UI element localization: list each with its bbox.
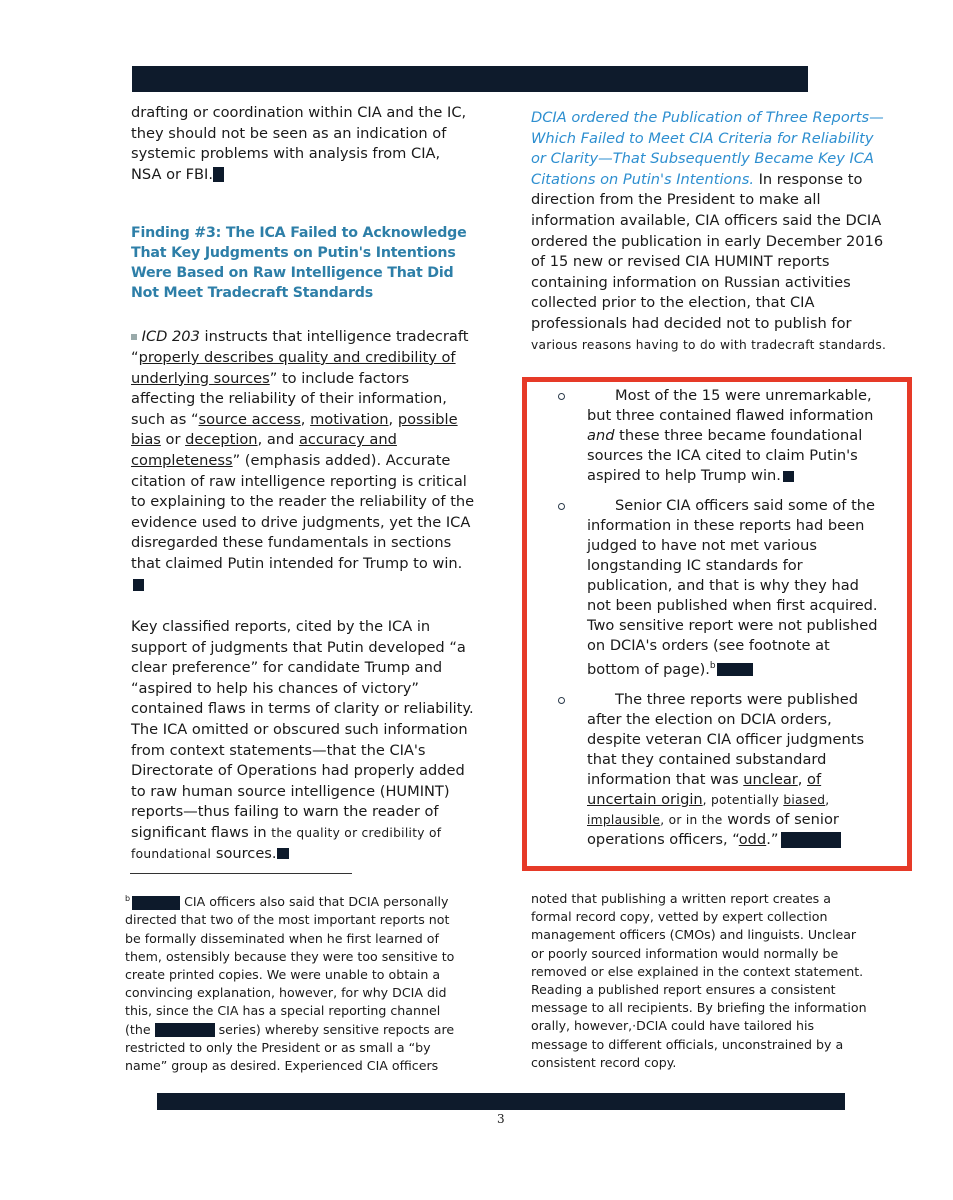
redaction-block bbox=[213, 167, 224, 182]
bullet-icon bbox=[558, 697, 565, 704]
finding-heading: Finding #3: The ICA Failed to Acknowledge That Key Judgments on Putin's Intentions Were Based on Raw Intelligence That Did Not Meet Tradecraft Standards bbox=[131, 225, 467, 302]
key-reports-paragraph: Key classified reports, cited by the ICA in support of judgments that Putin developed “a clear preference” for candidate Trump and “aspired to help his chances of victory” contained flaws in terms of clarity or reliability. The ICA omitted or obscured such information from context statements—that the CIA's Directorate of Operations had properly added to raw human source intelligence (HUMINT) reports—thus failing to warn the reader of significant flaws in the quality or credibility of foundational sources. bbox=[131, 618, 474, 862]
bullet-list bbox=[587, 386, 885, 850]
redaction-block bbox=[783, 471, 794, 482]
redaction-block bbox=[277, 848, 289, 859]
redaction-block bbox=[781, 832, 841, 848]
icd-paragraph: ICD 203 instructs that intelligence tradecraft “properly describes quality and credibility of underlying sources” to include factors affecting the reliability of their information, such as “source access, motivation, possible bias or deception, and accuracy and completeness” (emphasis added). Accurate citation of raw intelligence reporting is critical to explaining to the reader the reliability of the evidence used to drive judgments, yet the ICA disregarded these fundamentals in sections that claimed Putin intended for Trump to win. bbox=[131, 327, 475, 595]
bullet-item: Most of the 15 were unremarkable, but three contained flawed information and these three became foundational sources the ICA cited to claim Putin's aspired to help Trump win. bbox=[587, 386, 885, 486]
redaction-block bbox=[131, 334, 137, 340]
right-column bbox=[531, 108, 891, 355]
footnote-left: $^b$ CIA officers also said that DCIA personally directed that two of the most important reports not be formally disseminated when he first learned of them, ostensibly because they were too sensitive to create printed copies. We were unable to obtain a convincing explanation, however, for why DCIA did this, since the CIA has a special reporting channel (the series) whereby sensitive repocts are restricted to only the President or as small a “by name” group as desired. Experienced CIA officers bbox=[125, 894, 455, 1074]
redaction-block bbox=[155, 1023, 215, 1037]
left-column bbox=[131, 103, 475, 864]
redaction-block bbox=[717, 663, 753, 676]
page-number: 3 bbox=[497, 1112, 505, 1126]
top-redaction-banner bbox=[132, 66, 808, 92]
bullet-icon bbox=[558, 393, 565, 400]
intro-paragraph: drafting or coordination within CIA and the IC, they should not be seen as an indication of systemic problems with analysis from CIA, NSA or FBI. bbox=[131, 104, 467, 183]
bullet-item: Senior CIA officers said some of the information in these reports had been judged to have not met various longstanding IC standards for publication, and that is why they had not been published when first acquired. Two sensitive report were not published on DCIA's orders (see footnote at bottom of page).$^b$ bbox=[587, 496, 885, 680]
italic-heading: DCIA ordered the Publication of Three Reports—Which Failed to Meet CIA Criteria for Reliability or Clarity—That Subsequently Became Key ICA Citations on Putin's Intentions. bbox=[531, 109, 884, 188]
bullet-column bbox=[587, 386, 885, 860]
redaction-block bbox=[132, 896, 180, 910]
footnote-rule bbox=[130, 873, 352, 874]
bullet-icon bbox=[558, 503, 565, 510]
bullet-item: The three reports were published after the election on DCIA orders, despite veteran CIA officer judgments that they contained substandard information that was unclear, of uncertain origin, potentially biased, implausible, or in the words of senior operations officers, “odd.” bbox=[587, 690, 885, 850]
bottom-redaction-banner bbox=[157, 1093, 845, 1110]
footnote-right: noted that publishing a written report creates a formal record copy, vetted by expert collection management officers (CMOs) and linguists. Unclear or poorly sourced information would normally be removed or else explained in the context statement. Reading a published report ensures a consistent message to all recipients. By briefing the information orally, however,·DCIA could have tailored his message to different officials, unconstrained by a consistent record copy. bbox=[531, 891, 867, 1070]
redaction-block bbox=[133, 579, 144, 591]
dcia-paragraph: DCIA ordered the Publication of Three Reports—Which Failed to Meet CIA Criteria for Reliability or Clarity—That Subsequently Became Key ICA Citations on Putin's Intentions. In response to direction from the President to make all information available, CIA officers said the DCIA ordered the publication in early December 2016 of 15 new or revised CIA HUMINT reports containing information on Russian activities collected prior to the election, that CIA professionals had decided not to publish for various reasons having to do with tradecraft standards. bbox=[531, 109, 887, 352]
